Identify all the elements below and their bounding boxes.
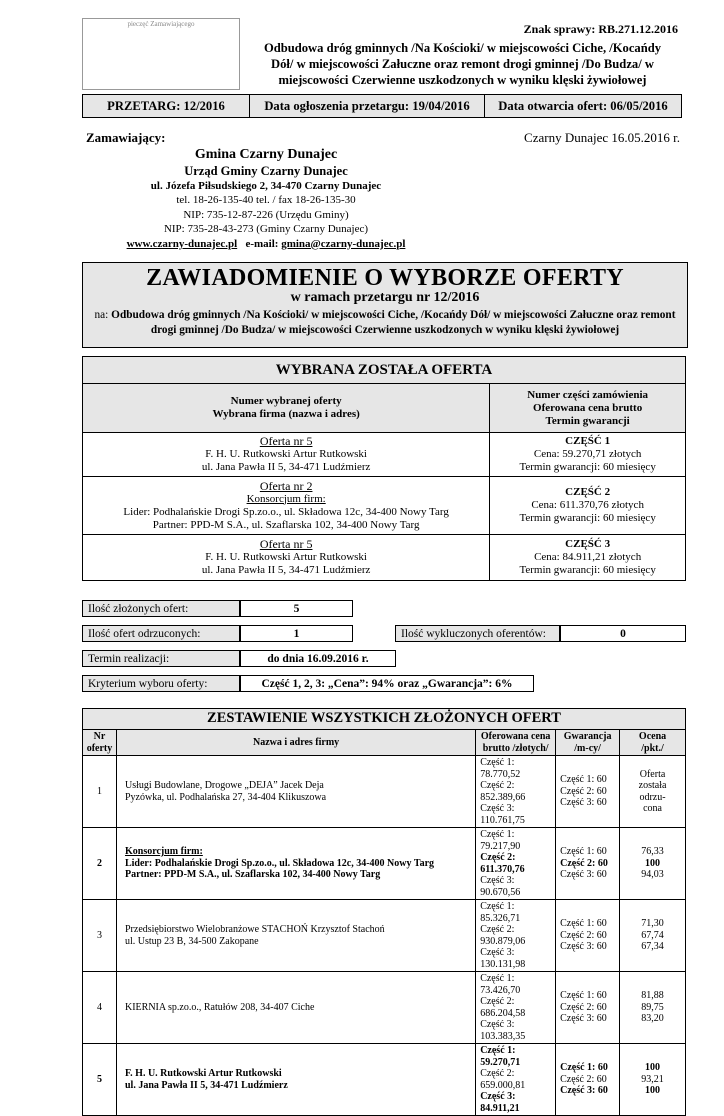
price-line: Część 2: 611.370,76 <box>480 852 525 875</box>
firm-line: Przedsiębiorstwo Wielobranżowe STACHOŃ Krzysztof Stachoń <box>124 924 385 935</box>
score-line: 67,34 <box>641 941 664 953</box>
criteria-value: Część 1, 2, 3: „Cena”: 94% oraz „Gwarancja”: 6% <box>240 675 534 692</box>
hdr-line: Gwarancja <box>563 731 612 742</box>
firm <box>116 828 475 900</box>
warranties <box>556 756 620 828</box>
table-row <box>83 756 686 828</box>
firm-line: ul. Jana Pawła II 5, 34-471 Ludźmierz <box>124 1079 288 1091</box>
warranty: Termin gwarancji: 60 miesięcy <box>519 564 656 576</box>
price-line: Część 1: 85.326,71 <box>480 901 521 924</box>
term-value: do dnia 16.09.2016 r. <box>240 650 396 667</box>
price-line: Część 3: 90.670,56 <box>480 875 521 898</box>
hdr-line: /m-cy/ <box>574 742 601 754</box>
offer-nr: 4 <box>83 972 117 1044</box>
firm <box>116 900 475 972</box>
notice-subtitle: w ramach przetargu nr 12/2016 <box>290 290 480 305</box>
warranties <box>556 1044 620 1116</box>
table-row <box>83 828 686 900</box>
subject-line: Odbudowa dróg gminnych /Na Kościoki/ w miejscowości Ciche, /Kocańdy <box>263 41 662 55</box>
col-offer-header <box>83 384 490 433</box>
score-line: 67,74 <box>641 929 664 941</box>
selected-offers-table <box>82 356 686 581</box>
prices <box>476 900 556 972</box>
criteria-label: Kryterium wyboru oferty: <box>82 675 240 692</box>
score-line: 100 <box>645 1062 661 1074</box>
firm-line: ul. Jana Pawła II 5, 34-471 Ludźmierz <box>201 461 371 473</box>
warranty-line: Część 1: 60 <box>560 774 607 786</box>
subject-line: miejscowości Czerwienne uszkodzonych w wyniku klęski żywiołowej <box>278 73 647 87</box>
warranty-line: Część 3: 60 <box>560 1013 607 1025</box>
email-link[interactable]: gmina@czarny-dunajec.pl <box>281 237 406 250</box>
price-line: Część 3: 103.383,35 <box>480 1019 526 1042</box>
warranties <box>556 972 620 1044</box>
price-line: Część 2: 659.000,81 <box>480 1068 526 1091</box>
contact-line <box>86 237 446 252</box>
subject-line: Dół/ w miejscowości Załuczne oraz remont drogi gminnej /Do Budza/ w <box>271 57 654 71</box>
offer-nr: 3 <box>83 900 117 972</box>
prices <box>476 756 556 828</box>
col-header-line: Numer wybranej oferty <box>230 395 342 407</box>
firm-line: Partner: PPD-M S.A., ul. Szaflarska 102, 34-400 Nowy Targ <box>152 518 420 531</box>
hdr-price <box>476 730 556 756</box>
price: Cena: 611.370,76 złotych <box>531 499 644 511</box>
rejected-count: 1 <box>240 625 353 642</box>
warranty-line: Część 2: 60 <box>560 1073 607 1085</box>
hdr-score <box>620 730 686 756</box>
nip-municipality: NIP: 735-28-43-273 (Gminy Czarny Dunajec) <box>163 223 369 235</box>
office-phones: tel. 18-26-135-40 tel. / fax 18-26-135-30 <box>176 194 356 206</box>
part-number: CZĘŚĆ 3 <box>565 538 611 550</box>
warranty-line: Część 2: 60 <box>560 929 607 941</box>
firm-line: Lider: Podhalańskie Drogi Sp.zo.o., ul. Składowa 12c, 34-400 Nowy Targ <box>123 505 449 518</box>
score-line: 100 <box>645 1085 661 1097</box>
score-line: 100 <box>645 857 661 869</box>
price-line: Część 1: 79.217,90 <box>480 829 521 852</box>
score-line: 83,20 <box>641 1013 664 1025</box>
warranty-line: Część 2: 60 <box>560 1001 607 1013</box>
place-date: Czarny Dunajec 16.05.2016 r. <box>524 130 680 145</box>
price-line: Część 3: 84.911,21 <box>480 1091 520 1114</box>
tender-subject <box>245 40 680 88</box>
score-line: została <box>638 780 667 791</box>
firm-line: Konsorcjum firm: <box>246 492 326 505</box>
hdr-line: /pkt./ <box>641 742 664 754</box>
hdr-warranty <box>556 730 620 756</box>
warranties <box>556 828 620 900</box>
hdr-line: Ocena <box>638 731 667 742</box>
prices <box>476 972 556 1044</box>
price: Cena: 59.270,71 złotych <box>533 448 642 460</box>
firm-line: Lider: Podhalańskie Drogi Sp.zo.o., ul. Składowa 12c, 34-400 Nowy Targ <box>124 857 435 869</box>
notice-description <box>83 308 687 338</box>
tender-info-bar <box>82 94 682 118</box>
warranty-line: Część 1: 60 <box>560 846 607 858</box>
table-row <box>83 972 686 1044</box>
municipality-name: Gmina Czarny Dunajec <box>194 147 338 162</box>
warranty-line: Część 3: 60 <box>560 941 607 953</box>
notice-na: na: <box>94 309 109 321</box>
offer-cell <box>83 433 490 477</box>
firm-line: ul. Jana Pawła II 5, 34-471 Ludźmierz <box>201 564 371 576</box>
case-reference: Znak sprawy: RB.271.12.2016 <box>523 22 678 36</box>
warranty-line: Część 1: 60 <box>560 990 607 1002</box>
warranty-line: Część 3: 60 <box>560 1085 608 1097</box>
all-offers-table <box>82 708 686 1116</box>
warranties <box>556 900 620 972</box>
office-name: Urząd Gminy Czarny Dunajec <box>184 164 348 178</box>
price-line: Część 3: 110.761,75 <box>480 803 525 826</box>
selected-row <box>83 477 686 535</box>
office-address: ul. Józefa Piłsudskiego 2, 34-470 Czarny Dunajec <box>150 179 382 192</box>
submitted-label: Ilość złożonych ofert: <box>82 600 240 617</box>
firm-line: F. H. U. Rutkowski Artur Rutkowski <box>205 448 367 460</box>
part-number: CZĘŚĆ 1 <box>565 435 611 447</box>
prices <box>476 828 556 900</box>
score-line: 71,30 <box>641 918 664 930</box>
firm-line: Usługi Budowlane, Drogowe „DEJA” Jacek Deja <box>124 780 324 791</box>
excluded-label: Ilość wykluczonych oferentów: <box>395 625 560 642</box>
score-line: 94,03 <box>641 869 664 881</box>
ordering-party <box>86 146 446 251</box>
offer-cell <box>83 477 490 535</box>
price-line: Część 2: 930.879,06 <box>480 924 526 947</box>
submitted-count: 5 <box>240 600 353 617</box>
warranty-line: Część 1: 60 <box>560 1062 608 1074</box>
offer-nr: 2 <box>83 828 117 900</box>
warranty: Termin gwarancji: 60 miesięcy <box>519 512 656 524</box>
col-part-header <box>490 384 686 433</box>
warranty-line: Część 3: 60 <box>560 869 607 881</box>
offer-number: Oferta nr 2 <box>259 478 313 493</box>
firm-line: ul. Ustup 23 B, 34-500 Zakopane <box>124 935 259 947</box>
price-line: Część 3: 130.131,98 <box>480 947 526 970</box>
col-header-line: Wybrana firma (nazwa i adres) <box>212 408 360 420</box>
table-row <box>83 900 686 972</box>
warranty: Termin gwarancji: 60 miesięcy <box>519 461 656 473</box>
offer-cell <box>83 535 490 581</box>
score <box>620 1044 686 1116</box>
announcement-date: Data ogłoszenia przetargu: 19/04/2016 <box>250 95 485 117</box>
notice-title: ZAWIADOMIENIE O WYBORZE OFERTY <box>146 265 624 291</box>
warranty-line: Część 2: 60 <box>560 785 607 797</box>
offer-nr: 1 <box>83 756 117 828</box>
firm-line: Partner: PPD-M S.A., ul. Szaflarska 102, 34-400 Nowy Targ <box>124 869 381 881</box>
offer-number: Oferta nr 5 <box>259 434 313 448</box>
firm-line: F. H. U. Rutkowski Artur Rutkowski <box>205 551 367 563</box>
score-line: 81,88 <box>641 990 664 1002</box>
score-line: 93,21 <box>641 1073 664 1085</box>
firm-line: F. H. U. Rutkowski Artur Rutkowski <box>124 1068 282 1079</box>
selected-heading: WYBRANA ZOSTAŁA OFERTA <box>83 357 686 384</box>
col-header-line: Termin gwarancji <box>545 414 630 427</box>
notice-header <box>82 262 688 348</box>
warranty-line: Część 2: 60 <box>560 857 608 869</box>
website-link[interactable]: www.czarny-dunajec.pl <box>126 237 238 250</box>
hdr-line: Oferowana cena <box>480 731 551 742</box>
prices <box>476 1044 556 1116</box>
part-cell <box>490 433 686 477</box>
rejected-label: Ilość ofert odrzuconych: <box>82 625 240 642</box>
term-label: Termin realizacji: <box>82 650 240 667</box>
stamp-box <box>82 18 240 90</box>
warranty-line: Część 3: 60 <box>560 797 607 809</box>
firm <box>116 972 475 1044</box>
part-cell <box>490 535 686 581</box>
excluded-count: 0 <box>560 625 686 642</box>
hdr-line: Nr <box>93 731 106 742</box>
hdr-line: oferty <box>86 742 113 754</box>
hdr-nr <box>83 730 117 756</box>
price-line: Część 1: 73.426,70 <box>480 973 521 996</box>
price-line: Część 2: 852.389,66 <box>480 780 526 803</box>
tender-number: PRZETARG: 12/2016 <box>83 95 250 117</box>
score-line: cona <box>643 803 662 814</box>
selected-row <box>83 433 686 477</box>
score <box>620 828 686 900</box>
price: Cena: 84.911,21 złotych <box>534 551 642 563</box>
summary-heading: ZESTAWIENIE WSZYSTKICH ZŁOŻONYCH OFERT <box>83 709 686 730</box>
table-row <box>83 1044 686 1116</box>
firm <box>116 756 475 828</box>
score <box>620 900 686 972</box>
notice-desc-text: Odbudowa dróg gminnych /Na Kościoki/ w miejscowości Ciche, /Kocańdy Dół/ w miejscowości Załuczne oraz remont drogi gminnej /Do Budza/ w miejscowości Czerwienne uszkodzonych w wyniku klęski żywiołowej <box>111 309 676 336</box>
price-line: Część 2: 686.204,58 <box>480 996 526 1019</box>
score <box>620 756 686 828</box>
firm <box>116 1044 475 1116</box>
stamp-label: pieczęć Zamawiającego <box>127 20 195 28</box>
hdr-line: brutto /złotych/ <box>482 742 549 754</box>
price-line: Część 1: 78.770,52 <box>480 757 521 780</box>
warranty-line: Część 1: 60 <box>560 918 607 930</box>
email-label: e-mail: <box>245 237 279 250</box>
score-line: 76,33 <box>641 846 664 858</box>
firm-line: Pyzówka, ul. Podhalańska 27, 34-404 Klikuszowa <box>124 791 327 803</box>
col-header-line: Oferowana cena brutto <box>533 401 643 414</box>
ordering-party-label: Zamawiający: <box>86 130 166 145</box>
hdr-name: Nazwa i adres firmy <box>116 730 475 756</box>
offer-nr: 5 <box>83 1044 117 1116</box>
score <box>620 972 686 1044</box>
price-line: Część 1: 59.270,71 <box>480 1045 521 1068</box>
firm-line: KIERNIA sp.zo.o., Ratułów 208, 34-407 Ciche <box>124 1001 315 1013</box>
firm-line: Konsorcjum firm: <box>124 846 203 858</box>
col-header-line: Numer części zamówienia <box>527 388 649 401</box>
part-cell <box>490 477 686 535</box>
opening-date: Data otwarcia ofert: 06/05/2016 <box>498 98 668 113</box>
part-number: CZĘŚĆ 2 <box>565 486 611 498</box>
score-line: Oferta <box>639 768 666 780</box>
offer-number: Oferta nr 5 <box>259 537 313 551</box>
selected-row <box>83 535 686 581</box>
score-line: odrzu- <box>639 791 666 803</box>
score-line: 89,75 <box>641 1001 664 1013</box>
nip-office: NIP: 735-12-87-226 (Urzędu Gminy) <box>183 208 349 221</box>
